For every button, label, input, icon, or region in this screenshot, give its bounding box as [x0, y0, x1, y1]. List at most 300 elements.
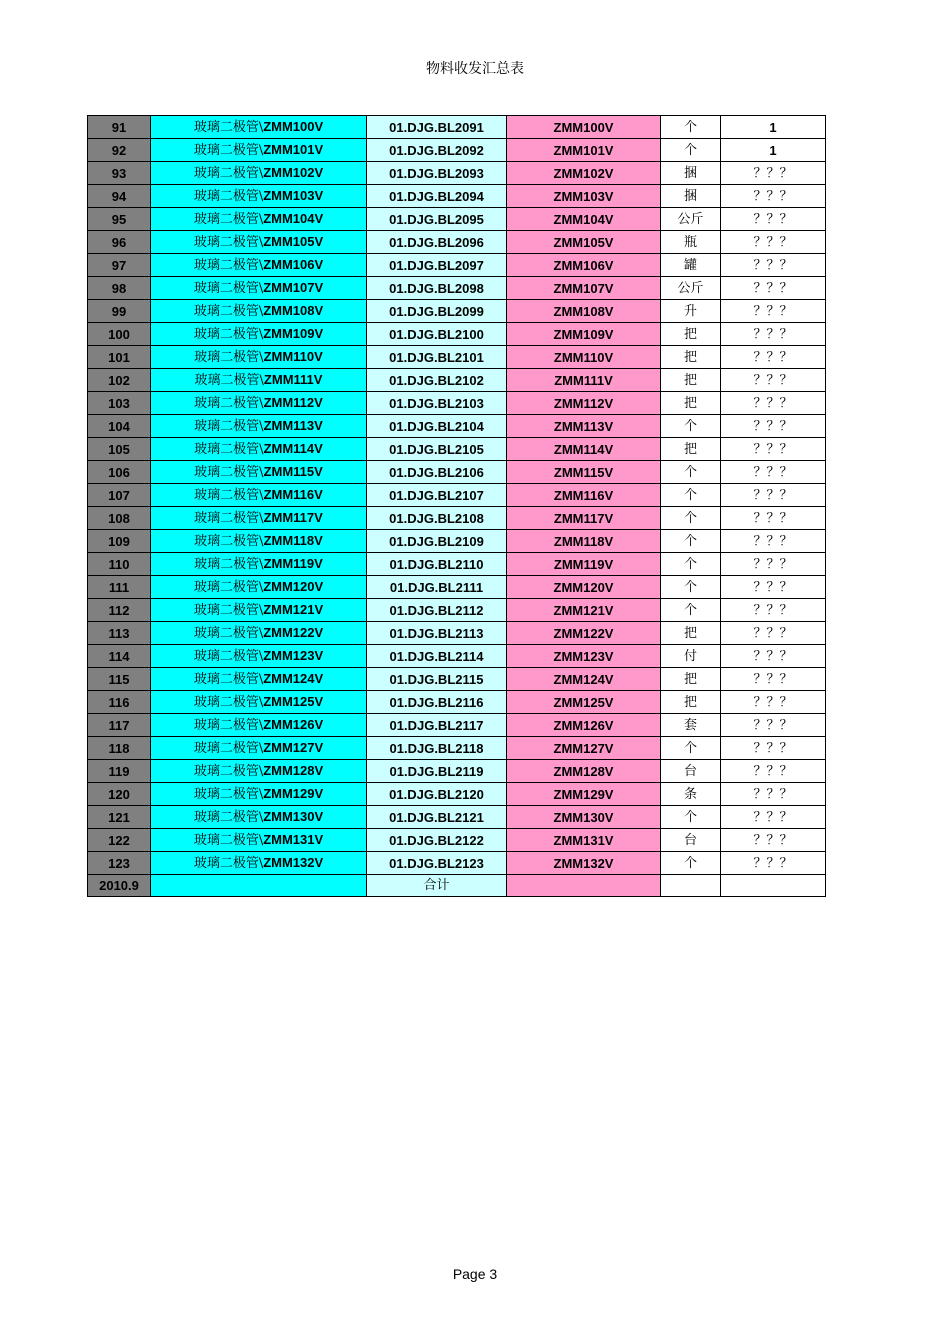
material-name: [151, 622, 367, 645]
row-number: 113: [88, 622, 151, 645]
unit: 捆: [661, 162, 721, 185]
material-name-prefix: 玻璃二极管\: [193, 649, 264, 664]
quantity: ？？？: [721, 737, 826, 760]
material-code: 01.DJG.BL2103: [367, 392, 507, 415]
row-number: 100: [88, 323, 151, 346]
material-name-model: ZMM108V: [263, 303, 324, 318]
material-code: 01.DJG.BL2114: [367, 645, 507, 668]
table-row: [88, 254, 826, 277]
row-number: 103: [88, 392, 151, 415]
unit: 把: [661, 346, 721, 369]
material-name: [151, 300, 367, 323]
material-name-prefix: 玻璃二极管\: [193, 810, 264, 825]
material-model: ZMM116V: [507, 484, 661, 507]
unit: 公斤: [661, 208, 721, 231]
material-name-model: ZMM110V: [263, 349, 323, 364]
unit: 把: [661, 691, 721, 714]
table-row: [88, 645, 826, 668]
quantity: ？？？: [721, 507, 826, 530]
table-row: [88, 783, 826, 806]
material-name: [151, 576, 367, 599]
unit: 个: [661, 599, 721, 622]
material-name-prefix: 玻璃二极管\: [193, 787, 264, 802]
quantity: ？？？: [721, 461, 826, 484]
material-name: [151, 461, 367, 484]
quantity: 1: [721, 116, 826, 139]
quantity: ？？？: [721, 392, 826, 415]
unit: 把: [661, 668, 721, 691]
material-model: ZMM132V: [507, 852, 661, 875]
quantity: ？？？: [721, 323, 826, 346]
total-row-name: [151, 875, 367, 897]
material-name-prefix: 玻璃二极管\: [194, 511, 264, 526]
table-row: [88, 116, 826, 139]
material-name-model: ZMM115V: [263, 464, 323, 479]
material-code: 01.DJG.BL2091: [367, 116, 507, 139]
row-number: 96: [88, 231, 151, 254]
material-name: [151, 484, 367, 507]
total-row-model: [507, 875, 661, 897]
table-row: [88, 714, 826, 737]
material-name: [151, 530, 367, 553]
unit: 把: [661, 323, 721, 346]
unit: 升: [661, 300, 721, 323]
material-model: ZMM120V: [507, 576, 661, 599]
quantity: ？？？: [721, 254, 826, 277]
row-number: 122: [88, 829, 151, 852]
table-row: [88, 346, 826, 369]
quantity: ？？？: [721, 760, 826, 783]
row-number: 117: [88, 714, 151, 737]
material-name-prefix: 玻璃二极管\: [193, 603, 264, 618]
material-name-prefix: 玻璃二极管\: [193, 833, 264, 848]
material-code: 01.DJG.BL2098: [367, 277, 507, 300]
table-row: [88, 599, 826, 622]
table-row: [88, 231, 826, 254]
unit: 个: [661, 116, 721, 139]
table-row: [88, 553, 826, 576]
material-name: [151, 829, 367, 852]
quantity: ？？？: [721, 806, 826, 829]
material-code: 01.DJG.BL2110: [367, 553, 507, 576]
material-name-model: ZMM112V: [263, 395, 323, 410]
material-name-prefix: 玻璃二极管\: [193, 718, 264, 733]
material-name: [151, 438, 367, 461]
table-row: [88, 852, 826, 875]
material-name: [151, 852, 367, 875]
quantity: ？？？: [721, 645, 826, 668]
material-code: 01.DJG.BL2111: [367, 576, 507, 599]
material-name-model: ZMM106V: [263, 257, 324, 272]
material-name: [151, 346, 367, 369]
row-number: 108: [88, 507, 151, 530]
material-name: [151, 162, 367, 185]
material-model: ZMM122V: [507, 622, 661, 645]
total-label: 合计: [367, 875, 507, 897]
row-number: 97: [88, 254, 151, 277]
material-name: [151, 806, 367, 829]
row-number: 110: [88, 553, 151, 576]
material-name: [151, 231, 367, 254]
material-code: 01.DJG.BL2100: [367, 323, 507, 346]
material-name-model: ZMM120V: [263, 579, 324, 594]
table-row: [88, 622, 826, 645]
material-name-prefix: 玻璃二极管\: [193, 741, 264, 756]
unit: 台: [661, 829, 721, 852]
material-name-prefix: 玻璃二极管\: [194, 442, 264, 457]
material-name: [151, 392, 367, 415]
unit: 个: [661, 530, 721, 553]
material-name-prefix: 玻璃二极管\: [194, 557, 264, 572]
material-name: [151, 254, 367, 277]
material-code: 01.DJG.BL2118: [367, 737, 507, 760]
unit: 把: [661, 392, 721, 415]
materials-table: [87, 115, 826, 897]
material-model: ZMM103V: [507, 185, 661, 208]
quantity: ？？？: [721, 277, 826, 300]
row-number: 105: [88, 438, 151, 461]
row-number: 106: [88, 461, 151, 484]
table-row: [88, 806, 826, 829]
material-code: 01.DJG.BL2113: [367, 622, 507, 645]
quantity: ？？？: [721, 415, 826, 438]
row-number: 112: [88, 599, 151, 622]
material-name: [151, 645, 367, 668]
table-row: [88, 277, 826, 300]
material-name-prefix: 玻璃二极管\: [193, 281, 264, 296]
material-name: [151, 668, 367, 691]
material-name-prefix: 玻璃二极管\: [194, 350, 264, 365]
row-number: 101: [88, 346, 151, 369]
material-model: ZMM104V: [507, 208, 661, 231]
material-name: [151, 185, 367, 208]
material-model: ZMM115V: [507, 461, 661, 484]
material-name: [151, 507, 367, 530]
row-number: 91: [88, 116, 151, 139]
row-number: 109: [88, 530, 151, 553]
material-name: [151, 369, 367, 392]
quantity: ？？？: [721, 530, 826, 553]
material-name: [151, 553, 367, 576]
material-name-prefix: 玻璃二极管\: [194, 396, 264, 411]
material-name-prefix: 玻璃二极管\: [193, 189, 264, 204]
material-model: ZMM127V: [507, 737, 661, 760]
table-row: [88, 829, 826, 852]
material-name-model: ZMM129V: [263, 786, 324, 801]
material-name-prefix: 玻璃二极管\: [194, 419, 264, 434]
material-name: [151, 714, 367, 737]
unit: 捆: [661, 185, 721, 208]
total-row: [88, 875, 826, 897]
quantity: ？？？: [721, 162, 826, 185]
quantity: ？？？: [721, 783, 826, 806]
material-code: 01.DJG.BL2108: [367, 507, 507, 530]
material-model: ZMM123V: [507, 645, 661, 668]
unit: 罐: [661, 254, 721, 277]
material-name-prefix: 玻璃二极管\: [193, 327, 264, 342]
quantity: ？？？: [721, 208, 826, 231]
material-code: 01.DJG.BL2093: [367, 162, 507, 185]
unit: 个: [661, 484, 721, 507]
row-number: 94: [88, 185, 151, 208]
quantity: ？？？: [721, 484, 826, 507]
quantity: ？？？: [721, 369, 826, 392]
table-row: [88, 461, 826, 484]
row-number: 98: [88, 277, 151, 300]
material-model: ZMM114V: [507, 438, 661, 461]
material-model: ZMM106V: [507, 254, 661, 277]
material-name-prefix: 玻璃二极管\: [193, 235, 264, 250]
material-name-prefix: 玻璃二极管\: [194, 373, 264, 388]
quantity: ？？？: [721, 668, 826, 691]
material-name-prefix: 玻璃二极管\: [193, 304, 264, 319]
material-code: 01.DJG.BL2123: [367, 852, 507, 875]
quantity: 1: [721, 139, 826, 162]
material-model: ZMM128V: [507, 760, 661, 783]
page-number: Page 3: [452, 1266, 498, 1282]
material-name-prefix: 玻璃二极管\: [193, 856, 264, 871]
material-name-model: ZMM118V: [263, 533, 323, 548]
unit: 把: [661, 438, 721, 461]
material-name-prefix: 玻璃二极管\: [194, 465, 264, 480]
row-number: 92: [88, 139, 151, 162]
material-name-model: ZMM100V: [263, 119, 324, 134]
quantity: ？？？: [721, 231, 826, 254]
material-code: 01.DJG.BL2121: [367, 806, 507, 829]
unit: 瓶: [661, 231, 721, 254]
material-name: [151, 599, 367, 622]
material-model: ZMM109V: [507, 323, 661, 346]
row-number: 114: [88, 645, 151, 668]
material-name-model: ZMM126V: [263, 717, 324, 732]
table-row: [88, 369, 826, 392]
material-name-prefix: 玻璃二极管\: [193, 580, 264, 595]
table-row: [88, 300, 826, 323]
material-name-prefix: 玻璃二极管\: [193, 626, 264, 641]
material-model: ZMM113V: [507, 415, 661, 438]
material-code: 01.DJG.BL2094: [367, 185, 507, 208]
material-model: ZMM121V: [507, 599, 661, 622]
material-name-model: ZMM107V: [263, 280, 324, 295]
material-name-model: ZMM119V: [263, 556, 323, 571]
material-code: 01.DJG.BL2107: [367, 484, 507, 507]
material-code: 01.DJG.BL2102: [367, 369, 507, 392]
row-number: 93: [88, 162, 151, 185]
unit: 套: [661, 714, 721, 737]
unit: 个: [661, 507, 721, 530]
table-row: [88, 507, 826, 530]
material-model: ZMM100V: [507, 116, 661, 139]
material-name-model: ZMM111V: [263, 372, 323, 387]
row-number: 115: [88, 668, 151, 691]
material-code: 01.DJG.BL2096: [367, 231, 507, 254]
material-model: ZMM110V: [507, 346, 661, 369]
material-model: ZMM105V: [507, 231, 661, 254]
row-number: 102: [88, 369, 151, 392]
row-number: 119: [88, 760, 151, 783]
quantity: ？？？: [721, 852, 826, 875]
material-name-prefix: 玻璃二极管\: [194, 534, 264, 549]
material-name-prefix: 玻璃二极管\: [194, 488, 264, 503]
quantity: ？？？: [721, 185, 826, 208]
material-code: 01.DJG.BL2122: [367, 829, 507, 852]
material-name: [151, 323, 367, 346]
row-number: 120: [88, 783, 151, 806]
material-name-model: ZMM114V: [263, 441, 323, 456]
table-row: [88, 415, 826, 438]
material-name-model: ZMM124V: [263, 671, 324, 686]
material-code: 01.DJG.BL2105: [367, 438, 507, 461]
material-name: [151, 116, 367, 139]
material-name-model: ZMM116V: [263, 487, 323, 502]
material-model: ZMM108V: [507, 300, 661, 323]
material-model: ZMM117V: [507, 507, 661, 530]
quantity: ？？？: [721, 576, 826, 599]
quantity: ？？？: [721, 553, 826, 576]
material-name-prefix: 玻璃二极管\: [193, 166, 264, 181]
material-code: 01.DJG.BL2109: [367, 530, 507, 553]
material-code: 01.DJG.BL2115: [367, 668, 507, 691]
total-row-number: 2010.9: [88, 875, 151, 897]
material-code: 01.DJG.BL2099: [367, 300, 507, 323]
material-name: [151, 783, 367, 806]
quantity: ？？？: [721, 829, 826, 852]
table-row: [88, 139, 826, 162]
table-row: [88, 392, 826, 415]
material-code: 01.DJG.BL2106: [367, 461, 507, 484]
material-code: 01.DJG.BL2097: [367, 254, 507, 277]
quantity: ？？？: [721, 691, 826, 714]
material-code: 01.DJG.BL2104: [367, 415, 507, 438]
table-row: [88, 668, 826, 691]
unit: 个: [661, 461, 721, 484]
row-number: 104: [88, 415, 151, 438]
material-name-prefix: 玻璃二极管\: [193, 258, 264, 273]
unit: 个: [661, 553, 721, 576]
table-row: [88, 530, 826, 553]
material-model: ZMM130V: [507, 806, 661, 829]
material-name-model: ZMM121V: [263, 602, 324, 617]
material-name-model: ZMM104V: [263, 211, 324, 226]
material-name-prefix: 玻璃二极管\: [193, 672, 264, 687]
material-name-model: ZMM132V: [263, 855, 324, 870]
total-row-unit: [661, 875, 721, 897]
material-model: ZMM102V: [507, 162, 661, 185]
row-number: 107: [88, 484, 151, 507]
quantity: ？？？: [721, 438, 826, 461]
table-row: [88, 323, 826, 346]
material-name-prefix: 玻璃二极管\: [193, 212, 264, 227]
row-number: 99: [88, 300, 151, 323]
material-name-prefix: 玻璃二极管\: [193, 120, 264, 135]
material-model: ZMM101V: [507, 139, 661, 162]
material-model: ZMM131V: [507, 829, 661, 852]
material-name-model: ZMM127V: [263, 740, 324, 755]
material-name-model: ZMM130V: [263, 809, 324, 824]
material-name: [151, 139, 367, 162]
material-name: [151, 691, 367, 714]
unit: 个: [661, 852, 721, 875]
material-name-model: ZMM101V: [263, 142, 324, 157]
table-row: [88, 185, 826, 208]
table-body: [88, 116, 826, 897]
table-row: [88, 208, 826, 231]
unit: 公斤: [661, 277, 721, 300]
material-name-model: ZMM117V: [263, 510, 323, 525]
unit: 个: [661, 806, 721, 829]
material-code: 01.DJG.BL2120: [367, 783, 507, 806]
unit: 台: [661, 760, 721, 783]
unit: 把: [661, 369, 721, 392]
table-row: [88, 162, 826, 185]
material-model: ZMM129V: [507, 783, 661, 806]
material-name-model: ZMM109V: [263, 326, 324, 341]
table-row: [88, 760, 826, 783]
material-code: 01.DJG.BL2095: [367, 208, 507, 231]
material-name-model: ZMM113V: [263, 418, 323, 433]
material-name-model: ZMM128V: [263, 763, 324, 778]
row-number: 118: [88, 737, 151, 760]
material-code: 01.DJG.BL2116: [367, 691, 507, 714]
material-model: ZMM125V: [507, 691, 661, 714]
unit: 个: [661, 737, 721, 760]
material-code: 01.DJG.BL2117: [367, 714, 507, 737]
material-name: [151, 737, 367, 760]
material-name-prefix: 玻璃二极管\: [193, 764, 264, 779]
unit: 条: [661, 783, 721, 806]
material-name: [151, 208, 367, 231]
table-row: [88, 484, 826, 507]
material-model: ZMM126V: [507, 714, 661, 737]
material-model: ZMM119V: [507, 553, 661, 576]
material-model: ZMM118V: [507, 530, 661, 553]
material-name: [151, 760, 367, 783]
sheet-title: 物料收发汇总表: [426, 61, 524, 77]
unit: 个: [661, 415, 721, 438]
row-number: 95: [88, 208, 151, 231]
row-number: 121: [88, 806, 151, 829]
quantity: ？？？: [721, 300, 826, 323]
quantity: ？？？: [721, 346, 826, 369]
unit: 个: [661, 139, 721, 162]
material-name-model: ZMM125V: [263, 694, 324, 709]
material-name-model: ZMM123V: [263, 648, 324, 663]
unit: 付: [661, 645, 721, 668]
row-number: 111: [88, 576, 151, 599]
material-code: 01.DJG.BL2112: [367, 599, 507, 622]
material-code: 01.DJG.BL2092: [367, 139, 507, 162]
material-model: ZMM124V: [507, 668, 661, 691]
material-name-prefix: 玻璃二极管\: [193, 695, 264, 710]
unit: 个: [661, 576, 721, 599]
material-name-model: ZMM122V: [263, 625, 324, 640]
unit: 把: [661, 622, 721, 645]
material-model: ZMM107V: [507, 277, 661, 300]
material-code: 01.DJG.BL2119: [367, 760, 507, 783]
material-name-prefix: 玻璃二极管\: [193, 143, 264, 158]
material-name-model: ZMM131V: [263, 832, 324, 847]
material-name-model: ZMM105V: [263, 234, 324, 249]
total-row-qty: [721, 875, 826, 897]
row-number: 116: [88, 691, 151, 714]
material-model: ZMM112V: [507, 392, 661, 415]
table-row: [88, 691, 826, 714]
table-row: [88, 576, 826, 599]
table-row: [88, 737, 826, 760]
material-name-model: ZMM102V: [263, 165, 324, 180]
material-name: [151, 415, 367, 438]
quantity: ？？？: [721, 714, 826, 737]
